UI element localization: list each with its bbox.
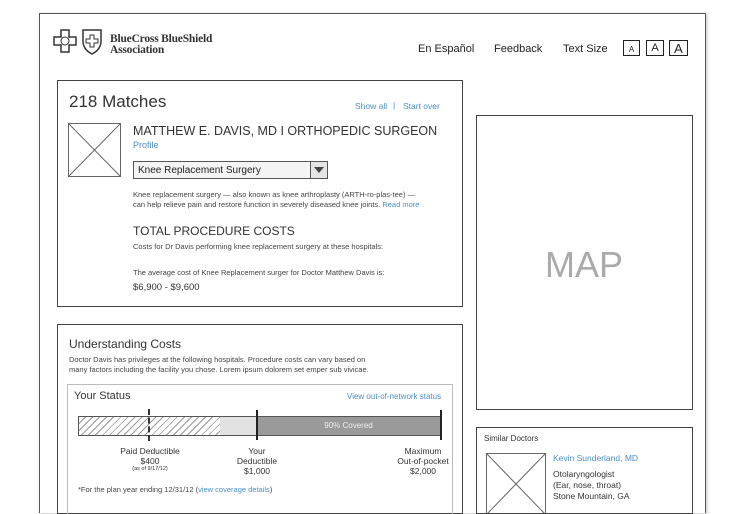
image-placeholder-icon xyxy=(487,454,545,513)
start-over-link[interactable]: Start over xyxy=(403,101,440,111)
nav-feedback-link[interactable]: Feedback xyxy=(494,43,543,55)
costs-intro: Costs for Dr Davis performing knee replacement surgery at these hospitals: xyxy=(133,242,384,251)
your-deductible-label: Your Deductible $1,000 xyxy=(236,446,278,476)
similar-doctor-name-link[interactable]: Kevin Sunderland, MD xyxy=(553,453,639,463)
bcbs-cross-shield-icon xyxy=(52,27,108,57)
nav-espanol-link[interactable]: En Español xyxy=(418,43,475,55)
show-all-link[interactable]: Show all xyxy=(355,101,388,111)
plan-year-footnote: *For the plan year ending 12/31/12 (view coverage details) xyxy=(78,485,273,494)
image-placeholder-icon xyxy=(69,124,120,176)
out-of-network-link[interactable]: View out-of-network status xyxy=(347,392,442,401)
nav-text-size-label: Text Size xyxy=(563,43,608,55)
profile-link[interactable]: Profile xyxy=(133,140,159,150)
procedure-select-value: Knee Replacement Surgery xyxy=(138,165,261,176)
doctor-name: MATTHEW E. DAVIS, MD I ORTHOPEDIC SURGEON xyxy=(133,124,438,138)
covered-label: 90% Covered xyxy=(324,421,373,430)
understanding-costs-description: Doctor Davis has privileges at the following hospitals. Procedure costs can vary based on many factors including the facility you chose. Lorem ipsum dolorem set emper sub vivicae. xyxy=(69,355,369,374)
text-size-medium-button[interactable]: A xyxy=(646,40,664,56)
similar-doctor-details: Otolaryngologist (Ear, nose, throat) Stone Mountain, GA xyxy=(553,469,630,501)
similar-doctor-photo-placeholder xyxy=(486,453,546,513)
match-count-title: 218 Matches xyxy=(69,92,167,111)
brand-name: BlueCross BlueShield Association xyxy=(110,33,213,56)
chevron-down-icon[interactable] xyxy=(310,162,327,178)
coverage-details-link[interactable]: view coverage details xyxy=(198,485,270,494)
total-costs-heading: TOTAL PROCEDURE COSTS xyxy=(133,224,295,238)
procedure-description: Knee replacement surgery — also known as knee arthroplasty (ARTH-ro-plas-tee) — can help relieve pain and restore function in severely diseased knee joints. Read more xyxy=(133,190,420,209)
text-size-small-button[interactable]: A xyxy=(623,40,640,56)
doctor-photo-placeholder xyxy=(68,123,121,177)
deductible-marker xyxy=(256,410,258,440)
paid-deductible-label: Paid Deductible $400 (as of 9/17/12) xyxy=(120,446,180,472)
covered-fill xyxy=(256,417,441,435)
paid-marker xyxy=(148,409,150,441)
average-cost-range: $6,900 - $9,600 xyxy=(133,282,200,293)
deductible-progress-bar xyxy=(78,416,442,436)
map-label: MAP xyxy=(545,244,624,285)
understanding-costs-title: Understanding Costs xyxy=(69,337,182,351)
read-more-link[interactable]: Read more xyxy=(382,200,420,209)
link-separator: | xyxy=(393,100,396,110)
average-cost-text: The average cost of Knee Replacement surger for Doctor Matthew Davis is: xyxy=(133,268,385,277)
max-out-of-pocket-label: Maximum Out-of-pocket $2,000 xyxy=(397,446,449,476)
text-size-large-button[interactable]: A xyxy=(669,40,688,56)
procedure-select[interactable] xyxy=(133,161,328,179)
your-status-title: Your Status xyxy=(74,390,131,402)
similar-doctors-title: Similar Doctors xyxy=(484,434,539,443)
max-out-of-pocket-marker xyxy=(440,410,442,440)
